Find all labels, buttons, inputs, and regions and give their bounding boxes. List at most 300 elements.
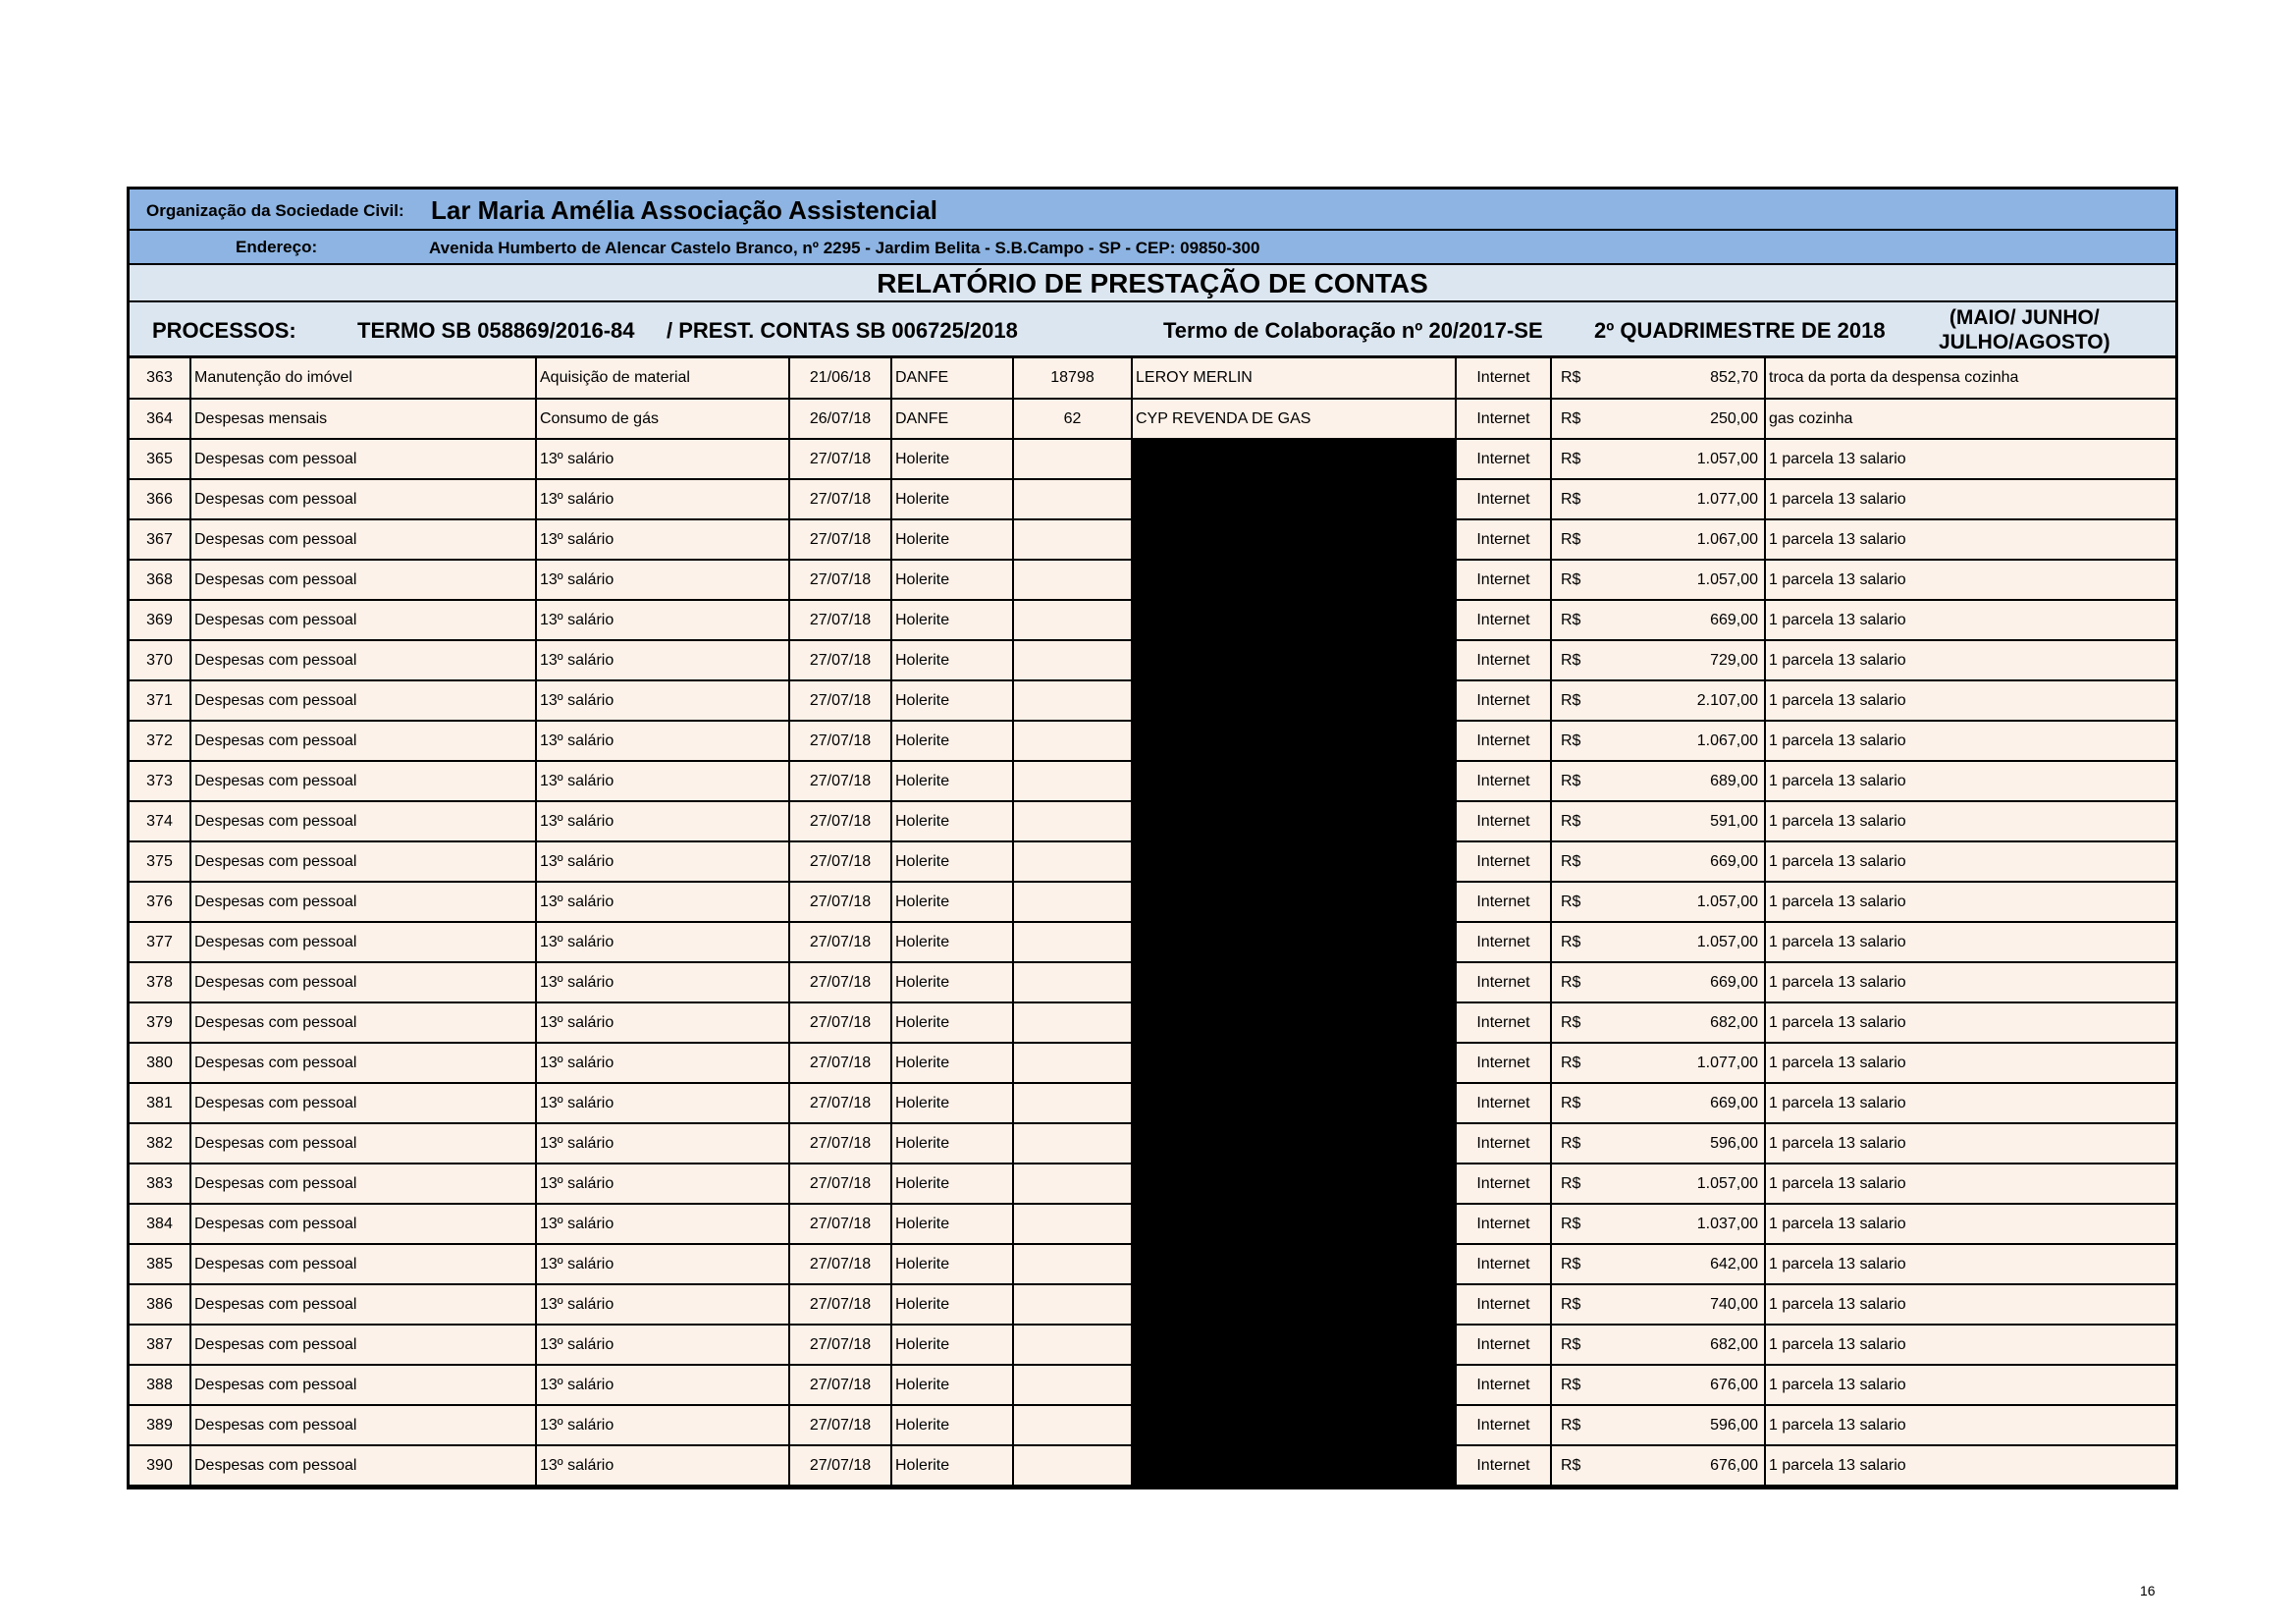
expense-description: 1 parcela 13 salario [1765, 1445, 2175, 1486]
row-number: 379 [130, 1002, 190, 1043]
table-row [130, 680, 2175, 721]
table-row [130, 600, 2175, 640]
amount: 689,00 [1710, 772, 1758, 789]
amount: 1.057,00 [1696, 1174, 1758, 1192]
expense-value [1551, 761, 1765, 801]
expense-value [1551, 439, 1765, 479]
table-row [130, 1365, 2175, 1405]
document-number [1013, 479, 1132, 519]
table-row [130, 1405, 2175, 1445]
expense-date: 27/07/18 [789, 1244, 891, 1284]
expense-date: 27/07/18 [789, 479, 891, 519]
redacted-supplier [1132, 439, 1456, 479]
expense-date: 27/07/18 [789, 1123, 891, 1164]
expense-category: Despesas com pessoal [190, 962, 536, 1002]
currency-symbol: R$ [1561, 933, 1581, 950]
expense-date: 27/07/18 [789, 1445, 891, 1486]
redacted-supplier [1132, 1083, 1456, 1123]
payment-method: Internet [1456, 600, 1551, 640]
expense-type: 13º salário [536, 1445, 789, 1486]
document-type: Holerite [891, 640, 1013, 680]
document-number [1013, 1123, 1132, 1164]
expense-type: 13º salário [536, 962, 789, 1002]
expense-date: 27/07/18 [789, 1043, 891, 1083]
expense-category: Despesas com pessoal [190, 680, 536, 721]
redacted-supplier [1132, 962, 1456, 1002]
document-type: Holerite [891, 1325, 1013, 1365]
expense-category: Despesas com pessoal [190, 479, 536, 519]
expense-date: 27/07/18 [789, 560, 891, 600]
expense-date: 27/07/18 [789, 1083, 891, 1123]
currency-symbol: R$ [1561, 852, 1581, 870]
period-line-2: JULHO/AGOSTO) [1939, 331, 2110, 353]
expense-category: Despesas mensais [190, 399, 536, 439]
expense-date: 27/07/18 [789, 1365, 891, 1405]
expense-table-body [130, 358, 2175, 1486]
expense-type: 13º salário [536, 519, 789, 560]
row-number: 366 [130, 479, 190, 519]
expense-description: 1 parcela 13 salario [1765, 479, 2175, 519]
amount: 676,00 [1710, 1376, 1758, 1393]
payment-method: Internet [1456, 922, 1551, 962]
report-title: RELATÓRIO DE PRESTAÇÃO DE CONTAS [877, 268, 1428, 298]
amount: 852,70 [1710, 369, 1758, 386]
processes-row [130, 302, 2175, 358]
document-number [1013, 882, 1132, 922]
expense-value [1551, 1083, 1765, 1123]
expense-category: Despesas com pessoal [190, 841, 536, 882]
expense-category: Despesas com pessoal [190, 801, 536, 841]
currency-symbol: R$ [1561, 1376, 1581, 1393]
amount: 250,00 [1710, 409, 1758, 427]
document-type: Holerite [891, 439, 1013, 479]
expense-date: 27/07/18 [789, 680, 891, 721]
address-row [130, 231, 2175, 265]
expense-description: 1 parcela 13 salario [1765, 600, 2175, 640]
address-label: Endereço: [236, 238, 318, 256]
expense-date: 27/07/18 [789, 439, 891, 479]
expense-type: 13º salário [536, 680, 789, 721]
expense-description: 1 parcela 13 salario [1765, 761, 2175, 801]
payment-method: Internet [1456, 721, 1551, 761]
expense-date: 27/07/18 [789, 600, 891, 640]
redacted-supplier [1132, 841, 1456, 882]
report-title-row [130, 265, 2175, 302]
expense-value [1551, 640, 1765, 680]
expense-value [1551, 1325, 1765, 1365]
amount: 682,00 [1710, 1335, 1758, 1353]
document-number [1013, 841, 1132, 882]
payment-method: Internet [1456, 519, 1551, 560]
quadrimestre: 2º QUADRIMESTRE DE 2018 [1594, 318, 1886, 343]
table-row [130, 922, 2175, 962]
payment-method: Internet [1456, 841, 1551, 882]
amount: 1.067,00 [1696, 731, 1758, 749]
expense-value [1551, 560, 1765, 600]
payment-method: Internet [1456, 399, 1551, 439]
table-row [130, 761, 2175, 801]
currency-symbol: R$ [1561, 691, 1581, 709]
currency-symbol: R$ [1561, 409, 1581, 427]
expense-description: gas cozinha [1765, 399, 2175, 439]
expense-description: 1 parcela 13 salario [1765, 882, 2175, 922]
table-row [130, 841, 2175, 882]
document-number [1013, 439, 1132, 479]
expense-date: 27/07/18 [789, 801, 891, 841]
amount: 1.077,00 [1696, 1054, 1758, 1071]
table-row [130, 1002, 2175, 1043]
expense-description: 1 parcela 13 salario [1765, 680, 2175, 721]
document-type: Holerite [891, 1123, 1013, 1164]
payment-method: Internet [1456, 962, 1551, 1002]
table-row [130, 1445, 2175, 1486]
document-number [1013, 1445, 1132, 1486]
amount: 669,00 [1710, 1094, 1758, 1111]
document-type: Holerite [891, 1365, 1013, 1405]
row-number: 371 [130, 680, 190, 721]
amount: 676,00 [1710, 1456, 1758, 1474]
row-number: 380 [130, 1043, 190, 1083]
expense-category: Despesas com pessoal [190, 519, 536, 560]
document-type: Holerite [891, 962, 1013, 1002]
expense-value [1551, 882, 1765, 922]
supplier-name: LEROY MERLIN [1132, 358, 1456, 399]
expense-description: 1 parcela 13 salario [1765, 560, 2175, 600]
document-number [1013, 560, 1132, 600]
document-type: Holerite [891, 1405, 1013, 1445]
document-number [1013, 962, 1132, 1002]
row-number: 364 [130, 399, 190, 439]
expense-date: 27/07/18 [789, 721, 891, 761]
expense-type: 13º salário [536, 1083, 789, 1123]
table-row [130, 721, 2175, 761]
currency-symbol: R$ [1561, 1295, 1581, 1313]
redacted-supplier [1132, 1445, 1456, 1486]
table-row [130, 1244, 2175, 1284]
expense-type: 13º salário [536, 1043, 789, 1083]
table-row [130, 801, 2175, 841]
redacted-supplier [1132, 1123, 1456, 1164]
amount: 1.057,00 [1696, 450, 1758, 467]
expense-value [1551, 1244, 1765, 1284]
expense-table [130, 358, 2175, 1487]
currency-symbol: R$ [1561, 731, 1581, 749]
expense-date: 27/07/18 [789, 1002, 891, 1043]
table-row [130, 1123, 2175, 1164]
expense-type: 13º salário [536, 1405, 789, 1445]
payment-method: Internet [1456, 761, 1551, 801]
currency-symbol: R$ [1561, 1255, 1581, 1272]
document-number [1013, 1405, 1132, 1445]
expense-date: 27/07/18 [789, 1405, 891, 1445]
expense-category: Despesas com pessoal [190, 1284, 536, 1325]
expense-value [1551, 1405, 1765, 1445]
expense-category: Despesas com pessoal [190, 1123, 536, 1164]
redacted-supplier [1132, 1405, 1456, 1445]
currency-symbol: R$ [1561, 369, 1581, 386]
redacted-supplier [1132, 479, 1456, 519]
expense-date: 27/07/18 [789, 962, 891, 1002]
expense-value [1551, 600, 1765, 640]
currency-symbol: R$ [1561, 611, 1581, 628]
amount: 642,00 [1710, 1255, 1758, 1272]
document-number [1013, 1164, 1132, 1204]
table-row [130, 1325, 2175, 1365]
expense-value [1551, 841, 1765, 882]
document-type: Holerite [891, 1244, 1013, 1284]
amount: 596,00 [1710, 1416, 1758, 1434]
row-number: 382 [130, 1123, 190, 1164]
expense-date: 27/07/18 [789, 1204, 891, 1244]
table-row [130, 358, 2175, 399]
document-type: DANFE [891, 358, 1013, 399]
row-number: 374 [130, 801, 190, 841]
redacted-supplier [1132, 1325, 1456, 1365]
expense-type: 13º salário [536, 1284, 789, 1325]
row-number: 368 [130, 560, 190, 600]
currency-symbol: R$ [1561, 450, 1581, 467]
expense-category: Despesas com pessoal [190, 1164, 536, 1204]
row-number: 384 [130, 1204, 190, 1244]
currency-symbol: R$ [1561, 812, 1581, 830]
document-type: Holerite [891, 600, 1013, 640]
redacted-supplier [1132, 1365, 1456, 1405]
expense-type: 13º salário [536, 1002, 789, 1043]
expense-date: 27/07/18 [789, 841, 891, 882]
row-number: 386 [130, 1284, 190, 1325]
amount: 596,00 [1710, 1134, 1758, 1152]
row-number: 365 [130, 439, 190, 479]
expense-value [1551, 1164, 1765, 1204]
document-number [1013, 1204, 1132, 1244]
currency-symbol: R$ [1561, 1054, 1581, 1071]
expense-type: 13º salário [536, 560, 789, 600]
expense-report-sheet [127, 187, 2178, 1489]
expense-date: 21/06/18 [789, 358, 891, 399]
table-row [130, 1284, 2175, 1325]
expense-date: 27/07/18 [789, 519, 891, 560]
expense-type: 13º salário [536, 1164, 789, 1204]
expense-type: 13º salário [536, 721, 789, 761]
expense-type: Consumo de gás [536, 399, 789, 439]
expense-category: Despesas com pessoal [190, 1365, 536, 1405]
organization-label: Organização da Sociedade Civil: [146, 201, 404, 220]
document-type: Holerite [891, 761, 1013, 801]
amount: 2.107,00 [1696, 691, 1758, 709]
table-row [130, 1204, 2175, 1244]
row-number: 378 [130, 962, 190, 1002]
document-number [1013, 1083, 1132, 1123]
expense-value [1551, 1043, 1765, 1083]
document-type: Holerite [891, 479, 1013, 519]
redacted-supplier [1132, 1002, 1456, 1043]
redacted-supplier [1132, 721, 1456, 761]
amount: 669,00 [1710, 611, 1758, 628]
row-number: 377 [130, 922, 190, 962]
table-row [130, 399, 2175, 439]
row-number: 363 [130, 358, 190, 399]
expense-type: 13º salário [536, 1204, 789, 1244]
amount: 1.037,00 [1696, 1215, 1758, 1232]
redacted-supplier [1132, 680, 1456, 721]
expense-description: 1 parcela 13 salario [1765, 841, 2175, 882]
document-number [1013, 519, 1132, 560]
amount: 740,00 [1710, 1295, 1758, 1313]
payment-method: Internet [1456, 439, 1551, 479]
payment-method: Internet [1456, 801, 1551, 841]
page-number: 16 [2140, 1583, 2156, 1598]
expense-description: 1 parcela 13 salario [1765, 962, 2175, 1002]
redacted-supplier [1132, 882, 1456, 922]
document-number [1013, 680, 1132, 721]
redacted-supplier [1132, 600, 1456, 640]
currency-symbol: R$ [1561, 1094, 1581, 1111]
document-number [1013, 1284, 1132, 1325]
expense-value [1551, 801, 1765, 841]
row-number: 375 [130, 841, 190, 882]
expense-description: 1 parcela 13 salario [1765, 519, 2175, 560]
expense-date: 27/07/18 [789, 640, 891, 680]
payment-method: Internet [1456, 640, 1551, 680]
period-months [1939, 305, 2110, 354]
table-row [130, 560, 2175, 600]
table-row [130, 479, 2175, 519]
expense-category: Despesas com pessoal [190, 600, 536, 640]
redacted-supplier [1132, 560, 1456, 600]
currency-symbol: R$ [1561, 1134, 1581, 1152]
payment-method: Internet [1456, 1445, 1551, 1486]
expense-description: troca da porta da despensa cozinha [1765, 358, 2175, 399]
currency-symbol: R$ [1561, 1335, 1581, 1353]
expense-description: 1 parcela 13 salario [1765, 1405, 2175, 1445]
expense-category: Despesas com pessoal [190, 1083, 536, 1123]
expense-value [1551, 358, 1765, 399]
expense-category: Despesas com pessoal [190, 1204, 536, 1244]
expense-description: 1 parcela 13 salario [1765, 801, 2175, 841]
expense-description: 1 parcela 13 salario [1765, 1204, 2175, 1244]
expense-type: 13º salário [536, 1123, 789, 1164]
document-type: Holerite [891, 519, 1013, 560]
expense-description: 1 parcela 13 salario [1765, 1164, 2175, 1204]
payment-method: Internet [1456, 1164, 1551, 1204]
document-type: Holerite [891, 560, 1013, 600]
payment-method: Internet [1456, 1244, 1551, 1284]
expense-value [1551, 399, 1765, 439]
expense-value [1551, 1365, 1765, 1405]
document-type: Holerite [891, 1043, 1013, 1083]
redacted-supplier [1132, 801, 1456, 841]
expense-category: Despesas com pessoal [190, 640, 536, 680]
expense-value [1551, 519, 1765, 560]
expense-type: 13º salário [536, 922, 789, 962]
currency-symbol: R$ [1561, 1174, 1581, 1192]
expense-value [1551, 1445, 1765, 1486]
expense-value [1551, 922, 1765, 962]
expense-type: 13º salário [536, 801, 789, 841]
row-number: 373 [130, 761, 190, 801]
document-number [1013, 761, 1132, 801]
expense-description: 1 parcela 13 salario [1765, 721, 2175, 761]
document-type: Holerite [891, 882, 1013, 922]
expense-category: Despesas com pessoal [190, 560, 536, 600]
document-type: Holerite [891, 841, 1013, 882]
row-number: 388 [130, 1365, 190, 1405]
expense-description: 1 parcela 13 salario [1765, 1083, 2175, 1123]
expense-value [1551, 1123, 1765, 1164]
expense-type: 13º salário [536, 640, 789, 680]
redacted-supplier [1132, 761, 1456, 801]
currency-symbol: R$ [1561, 1416, 1581, 1434]
expense-type: 13º salário [536, 1365, 789, 1405]
expense-category: Despesas com pessoal [190, 1043, 536, 1083]
amount: 591,00 [1710, 812, 1758, 830]
document-number [1013, 801, 1132, 841]
document-type: Holerite [891, 721, 1013, 761]
redacted-supplier [1132, 922, 1456, 962]
currency-symbol: R$ [1561, 772, 1581, 789]
expense-value [1551, 1002, 1765, 1043]
amount: 1.057,00 [1696, 933, 1758, 950]
redacted-supplier [1132, 1164, 1456, 1204]
document-number: 62 [1013, 399, 1132, 439]
amount: 1.057,00 [1696, 570, 1758, 588]
payment-method: Internet [1456, 1204, 1551, 1244]
document-type: Holerite [891, 922, 1013, 962]
redacted-supplier [1132, 1284, 1456, 1325]
expense-date: 27/07/18 [789, 922, 891, 962]
amount: 1.067,00 [1696, 530, 1758, 548]
expense-date: 27/07/18 [789, 1325, 891, 1365]
organization-row [130, 189, 2175, 231]
payment-method: Internet [1456, 1123, 1551, 1164]
table-row [130, 1164, 2175, 1204]
document-number: 18798 [1013, 358, 1132, 399]
redacted-supplier [1132, 519, 1456, 560]
currency-symbol: R$ [1561, 530, 1581, 548]
processes-label: PROCESSOS: [152, 318, 296, 343]
payment-method: Internet [1456, 479, 1551, 519]
organization-name: Lar Maria Amélia Associação Assistencial [431, 195, 937, 225]
row-number: 381 [130, 1083, 190, 1123]
row-number: 383 [130, 1164, 190, 1204]
expense-type: Aquisição de material [536, 358, 789, 399]
document-type: Holerite [891, 1204, 1013, 1244]
table-row [130, 640, 2175, 680]
table-row [130, 882, 2175, 922]
expense-date: 27/07/18 [789, 1284, 891, 1325]
expense-description: 1 parcela 13 salario [1765, 1284, 2175, 1325]
payment-method: Internet [1456, 560, 1551, 600]
payment-method: Internet [1456, 1284, 1551, 1325]
row-number: 385 [130, 1244, 190, 1284]
expense-value [1551, 680, 1765, 721]
termo-colaboracao: Termo de Colaboração nº 20/2017-SE [1163, 318, 1543, 343]
row-number: 369 [130, 600, 190, 640]
row-number: 389 [130, 1405, 190, 1445]
amount: 682,00 [1710, 1013, 1758, 1031]
expense-type: 13º salário [536, 479, 789, 519]
currency-symbol: R$ [1561, 893, 1581, 910]
document-number [1013, 600, 1132, 640]
document-number [1013, 1043, 1132, 1083]
redacted-supplier [1132, 1043, 1456, 1083]
document-number [1013, 922, 1132, 962]
expense-date: 26/07/18 [789, 399, 891, 439]
expense-type: 13º salário [536, 600, 789, 640]
expense-category: Despesas com pessoal [190, 721, 536, 761]
document-type: Holerite [891, 801, 1013, 841]
expense-type: 13º salário [536, 841, 789, 882]
